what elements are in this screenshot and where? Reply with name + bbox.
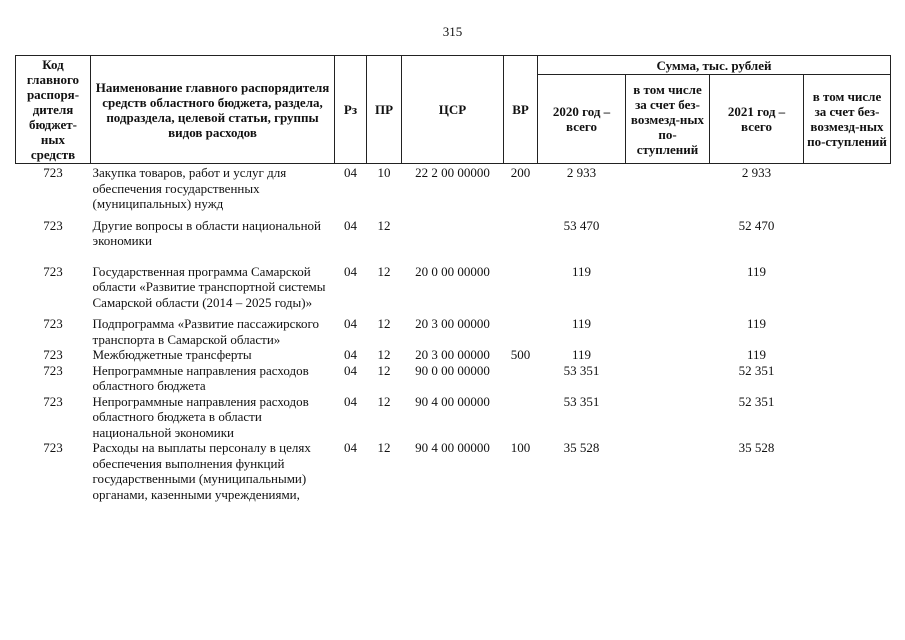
header-rz: Рз	[335, 56, 367, 164]
cell-2020-incl	[626, 394, 710, 441]
table-row	[16, 347, 891, 363]
cell-name: Непрограммные направления расходов областного бюджета	[92, 362, 309, 393]
cell-2021-incl	[804, 363, 891, 394]
cell-name: Подпрограмма «Развитие пассажирского транспорта в Самарской области»	[92, 316, 320, 347]
table-row	[16, 316, 891, 347]
cell-code: 723	[43, 263, 63, 279]
page-number: 315	[442, 24, 463, 39]
cell-rz: 04	[344, 316, 357, 331]
cell-2020-total: 53 470	[563, 217, 600, 233]
cell-2020-total: 53 351	[563, 362, 600, 378]
cell-2021-incl	[804, 164, 891, 218]
cell-pr: 12	[377, 362, 391, 378]
cell-2020-total: 53 351	[563, 393, 600, 409]
cell-vr	[504, 218, 538, 264]
table-row	[16, 440, 891, 502]
cell-pr: 12	[377, 316, 391, 331]
cell-vr	[504, 363, 538, 394]
cell-2020-total: 2 933	[566, 165, 597, 180]
cell-csr: 20 3 00 00000	[415, 347, 490, 362]
cell-rz: 04	[344, 217, 357, 233]
table-row	[16, 363, 891, 394]
cell-code: 723	[43, 393, 63, 409]
cell-name: Государственная программа Самарской области «Развитие транспортной системы Самарской области (2014 – 2025 годы)»	[92, 263, 326, 310]
cell-2020-incl	[626, 218, 710, 264]
cell-2020-total: 35 528	[563, 440, 600, 455]
cell-2021-incl	[804, 347, 891, 363]
cell-name: Расходы на выплаты персоналу в целях обеспечения выполнения функций государственными (муниципальными) органами, казенными учреждениями,	[92, 440, 311, 502]
cell-code: 723	[43, 217, 63, 233]
cell-rz: 04	[344, 347, 357, 362]
cell-csr: 90 4 00 00000	[415, 393, 490, 409]
header-2020-incl: в том числе за счет без-возмезд-ных по-ступлений	[626, 75, 710, 164]
cell-2021-total: 35 528	[738, 440, 775, 455]
cell-csr: 90 0 00 00000	[415, 362, 490, 378]
cell-2021-total: 52 351	[738, 393, 775, 409]
table-body	[16, 164, 891, 503]
cell-name: Непрограммные направления расходов областного бюджета в области национальной экономики	[92, 393, 309, 440]
cell-2021-total: 119	[746, 347, 767, 362]
cell-2021-incl	[804, 440, 891, 502]
cell-2020-incl	[626, 316, 710, 347]
header-pr: ПР	[367, 56, 402, 164]
cell-vr	[504, 394, 538, 441]
cell-name: Межбюджетные трансферты	[92, 347, 252, 362]
cell-vr: 500	[510, 347, 531, 362]
cell-pr: 12	[377, 393, 391, 409]
table-row	[16, 164, 891, 218]
cell-pr: 12	[377, 347, 391, 362]
header-2020-total: 2020 год – всего	[538, 75, 626, 164]
cell-pr: 10	[377, 165, 391, 180]
cell-vr	[504, 316, 538, 347]
cell-2021-incl	[804, 218, 891, 264]
cell-rz: 04	[344, 440, 357, 455]
cell-2021-incl	[804, 394, 891, 441]
header-vr: ВР	[504, 56, 538, 164]
cell-name: Другие вопросы в области национальной экономики	[92, 217, 321, 248]
cell-2020-incl	[626, 363, 710, 394]
cell-2020-total: 119	[571, 316, 592, 331]
cell-csr: 20 3 00 00000	[415, 316, 490, 331]
cell-pr: 12	[377, 440, 391, 455]
cell-code: 723	[43, 347, 63, 362]
cell-csr: 20 0 00 00000	[415, 263, 490, 279]
cell-2020-incl	[626, 440, 710, 502]
cell-2021-total: 119	[746, 263, 767, 279]
table-row	[16, 218, 891, 264]
header-code: Код главного распоря-дителя бюджет-ных средств	[16, 56, 91, 164]
cell-2020-total: 119	[571, 263, 592, 279]
header-2021-incl: в том числе за счет без-возмезд-ных по-ступлений	[804, 75, 891, 164]
cell-2021-total: 52 470	[738, 217, 775, 233]
cell-code: 723	[43, 165, 63, 180]
cell-rz: 04	[344, 393, 357, 409]
cell-2021-total: 119	[746, 316, 767, 331]
cell-code: 723	[43, 440, 63, 455]
cell-vr: 200	[510, 165, 531, 180]
cell-code: 723	[43, 362, 63, 378]
cell-2020-incl	[626, 164, 710, 218]
cell-vr	[504, 264, 538, 317]
budget-table	[15, 55, 891, 502]
table-row	[16, 264, 891, 317]
cell-2020-incl	[626, 264, 710, 317]
header-name: Наименование главного распорядителя средств областного бюджета, раздела, подраздела, целевой статьи, группы видов расходов	[91, 56, 335, 164]
header-sum: Сумма, тыс. рублей	[538, 56, 891, 75]
cell-2020-incl	[626, 347, 710, 363]
cell-csr	[402, 218, 504, 264]
cell-pr: 12	[377, 263, 391, 279]
table-row	[16, 394, 891, 441]
header-2021-total: 2021 год – всего	[710, 75, 804, 164]
cell-csr: 22 2 00 00000	[415, 165, 490, 180]
cell-pr: 12	[377, 217, 391, 233]
cell-rz: 04	[344, 362, 357, 378]
cell-2021-total: 52 351	[738, 362, 775, 378]
cell-2021-total: 2 933	[741, 165, 772, 180]
cell-rz: 04	[344, 165, 357, 180]
table-header	[16, 56, 891, 164]
header-csr: ЦСР	[402, 56, 504, 164]
cell-2021-incl	[804, 316, 891, 347]
cell-2021-incl	[804, 264, 891, 317]
cell-vr: 100	[510, 440, 531, 455]
cell-csr: 90 4 00 00000	[415, 440, 490, 455]
cell-code: 723	[43, 316, 63, 331]
cell-rz: 04	[344, 263, 357, 279]
cell-2020-total: 119	[571, 347, 592, 362]
cell-name: Закупка товаров, работ и услуг для обеспечения государственных (муниципальных) нужд	[92, 165, 287, 211]
